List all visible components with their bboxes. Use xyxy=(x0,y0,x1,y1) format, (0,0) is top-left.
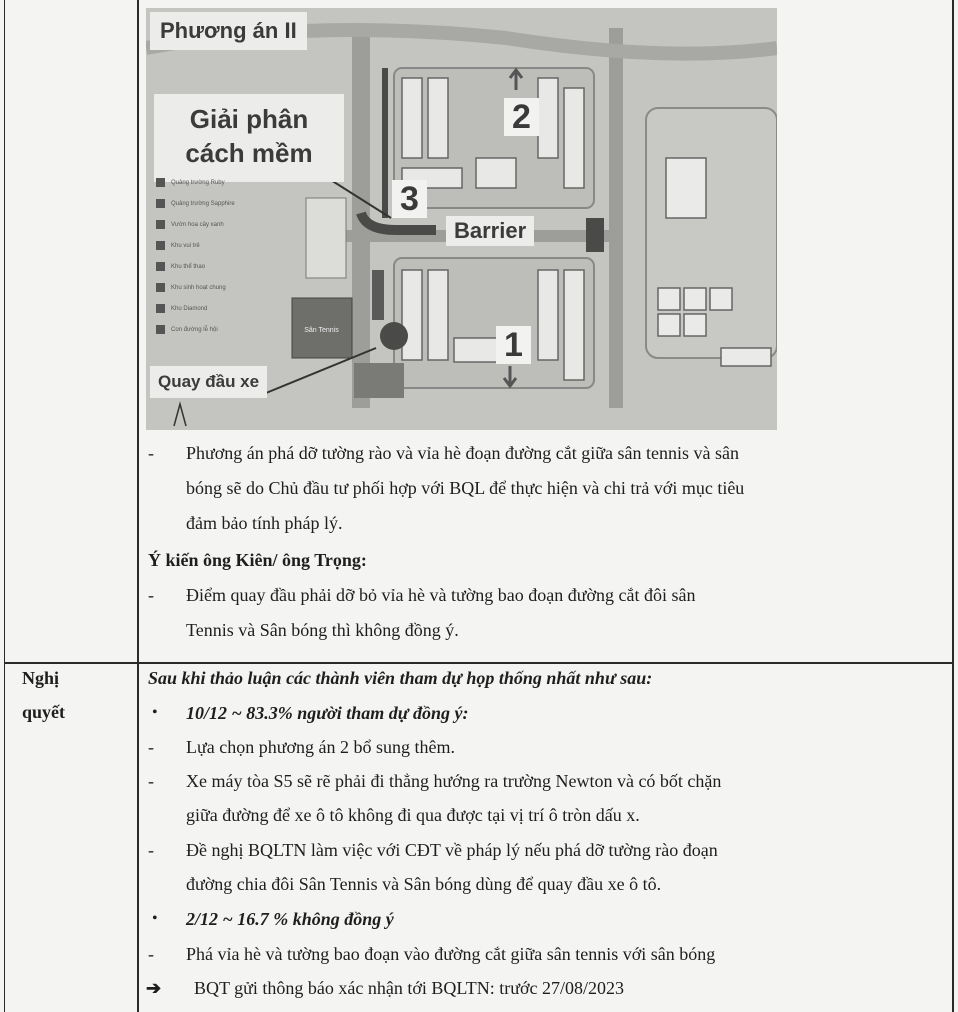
legend-item: Khu sinh hoạt chung xyxy=(156,277,291,298)
legend-marker-icon xyxy=(156,325,165,334)
zone-1-label: 1 xyxy=(496,326,531,364)
dash-bullet: - xyxy=(148,443,154,463)
zone-3-label: 3 xyxy=(392,180,427,218)
disagree-heading: 2/12 ~ 16.7 % không đồng ý xyxy=(186,909,394,929)
soft-separator-label xyxy=(154,94,344,182)
dash-bullet: - xyxy=(148,585,154,605)
legend-marker-icon xyxy=(156,304,165,313)
dash-bullet: - xyxy=(148,840,154,860)
legend-marker-icon xyxy=(156,199,165,208)
legend-marker-icon xyxy=(156,262,165,271)
legend-marker-icon xyxy=(156,178,165,187)
bullet-dot: • xyxy=(152,910,158,927)
agree-item-3-line-1: Đề nghị BQLTN làm việc với CĐT về pháp lý nếu phá dỡ tường rào đoạn xyxy=(186,840,718,860)
site-plan-map xyxy=(146,8,777,430)
resolution-label-line-2: quyết xyxy=(22,702,66,722)
table-column-divider xyxy=(137,0,139,1012)
resolution-label-line-1: Nghị xyxy=(22,668,60,688)
dash-bullet: - xyxy=(148,771,154,791)
agree-item-2-line-2: giữa đường để xe ô tô không đi qua được tại vị trí ô tròn dấu x. xyxy=(186,805,640,825)
discussion-item-1-line-1: Phương án phá dỡ tường rào và vỉa hè đoạn đường cắt giữa sân tennis và sân xyxy=(186,443,739,463)
right-arrow-icon: ➔ xyxy=(146,978,162,998)
legend-item: Quảng trường Ruby xyxy=(156,172,291,193)
disagree-item-1: Phá vỉa hè và tường bao đoạn vào đường cắt giữa sân tennis với sân bóng xyxy=(186,944,716,964)
table-right-border xyxy=(952,0,954,1012)
agree-heading: 10/12 ~ 83.3% người tham dự đồng ý: xyxy=(186,703,469,723)
action-item: BQT gửi thông báo xác nhận tới BQLTN: trước 27/08/2023 xyxy=(194,978,625,998)
resolution-intro: Sau khi thảo luận các thành viên tham dự họp thống nhất như sau: xyxy=(148,668,653,688)
bullet-dot: • xyxy=(152,704,158,721)
legend-item: Con đường lễ hội xyxy=(156,319,291,340)
agree-item-3-line-2: đường chia đôi Sân Tennis và Sân bóng dùng để quay đầu xe ô tô. xyxy=(186,874,662,894)
discussion-item-1-line-3: đảm bảo tính pháp lý. xyxy=(186,513,343,533)
legend-item: Khu vui trẻ xyxy=(156,235,291,256)
dash-bullet: - xyxy=(148,944,154,964)
opinion-heading: Ý kiến ông Kiên/ ông Trọng: xyxy=(148,550,367,570)
legend-item: Khu Diamond xyxy=(156,298,291,319)
discussion-item-2-line-1: Điểm quay đầu phải dỡ bỏ vỉa hè và tường bao đoạn đường cắt đôi sân xyxy=(186,585,696,605)
discussion-item-2-line-2: Tennis và Sân bóng thì không đồng ý. xyxy=(186,620,459,640)
legend-marker-icon xyxy=(156,241,165,250)
plan-title: Phương án II xyxy=(150,12,307,50)
dash-bullet: - xyxy=(148,737,154,757)
zone-2-label: 2 xyxy=(504,98,539,136)
agree-item-1: Lựa chọn phương án 2 bổ sung thêm. xyxy=(186,737,455,757)
legend-item: Vườn hoa cây xanh xyxy=(156,214,291,235)
uturn-label: Quay đầu xe xyxy=(150,366,267,398)
legend-marker-icon xyxy=(156,283,165,292)
agree-item-2-line-1: Xe máy tòa S5 sẽ rẽ phải đi thẳng hướng ra trường Newton và có bốt chặn xyxy=(186,771,722,791)
legend-marker-icon xyxy=(156,220,165,229)
discussion-item-1-line-2: bóng sẽ do Chủ đầu tư phối hợp với BQL để thực hiện và chi trả với mục tiêu xyxy=(186,478,745,498)
legend-item: Khu thể thao xyxy=(156,256,291,277)
legend-item: Quảng trường Sapphire xyxy=(156,193,291,214)
soft-separator-line-2: cách mềm xyxy=(185,138,313,168)
barrier-label: Barrier xyxy=(446,216,534,246)
map-legend xyxy=(156,172,291,340)
tennis-court-label: Sân Tennis xyxy=(304,327,339,334)
soft-separator-line-1: Giải phân xyxy=(189,104,309,134)
table-left-border xyxy=(4,0,5,1012)
